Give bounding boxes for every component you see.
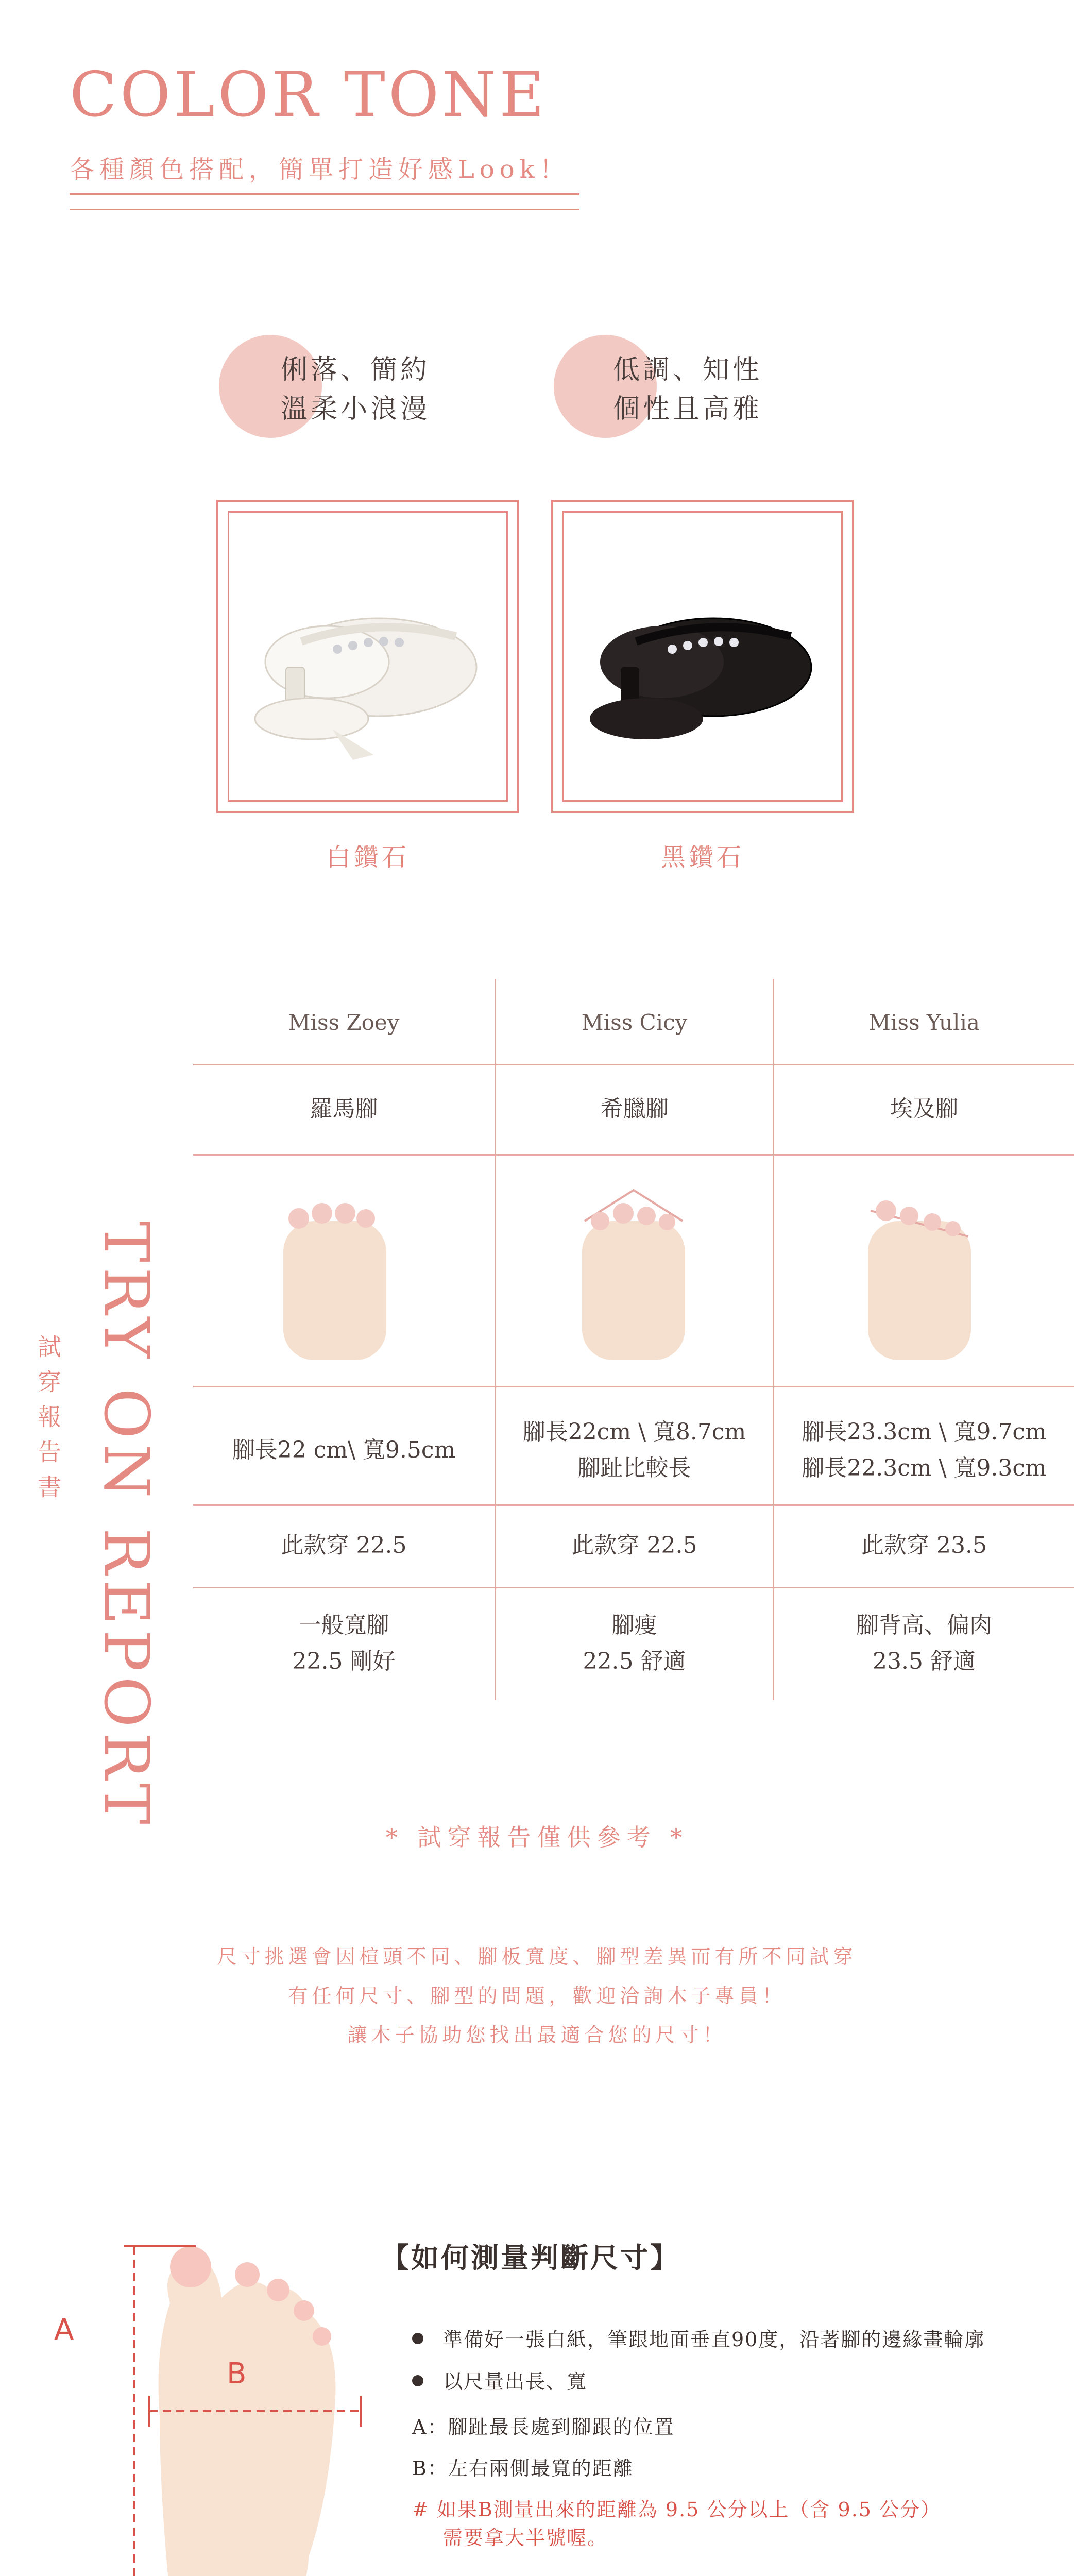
table-rule bbox=[193, 1064, 1074, 1065]
color-tone-title: COLOR TONE bbox=[70, 59, 548, 131]
tester-name: Miss Cicy bbox=[581, 1010, 688, 1035]
bullet-dot bbox=[412, 2333, 423, 2344]
tip-1 bbox=[412, 2494, 941, 2550]
tone-text-line: 溫柔小浪漫 bbox=[281, 394, 431, 425]
tip-line: # 如果B測量出來的距離為 9.5 公分以上（含 9.5 公分） bbox=[412, 2498, 942, 2521]
definition-a: A：腳趾最長處到腳跟的位置 bbox=[412, 2416, 675, 2438]
foot-type: 埃及腳 bbox=[890, 1096, 958, 1122]
size-line: 腳長22.3cm \ 寬9.3cm bbox=[802, 1455, 1047, 1481]
foot-size bbox=[496, 1414, 773, 1486]
caption-black: 黑鑽石 bbox=[660, 843, 744, 872]
wear-comment bbox=[496, 1607, 773, 1680]
definition-b: B：左右兩側最寬的距離 bbox=[412, 2457, 634, 2480]
comment-line: 腳瘦 bbox=[611, 1612, 657, 1638]
wear-size: 此款穿 23.5 bbox=[861, 1532, 987, 1558]
divider bbox=[70, 193, 579, 195]
product-frame-white[interactable] bbox=[216, 500, 519, 813]
comment-line: 22.5 舒適 bbox=[583, 1648, 686, 1674]
wear-comment bbox=[774, 1607, 1074, 1680]
measure-step-1: 準備好一張白紙，筆跟地面垂直90度，沿著腳的邊緣畫輪廓 bbox=[443, 2328, 985, 2351]
label-a: A bbox=[54, 2313, 74, 2347]
comment-line: 22.5 剛好 bbox=[292, 1648, 396, 1674]
divider bbox=[70, 209, 579, 210]
tone-text-line: 俐落、簡約 bbox=[281, 354, 431, 385]
try-on-report-title: TRY ON REPORT bbox=[90, 1221, 162, 1829]
comment-line: 23.5 舒適 bbox=[873, 1648, 976, 1674]
comment-line: 一般寬腳 bbox=[298, 1612, 389, 1638]
disclaimer-line: 尺寸挑選會因楦頭不同、腳板寬度、腳型差異而有所不同試穿 bbox=[217, 1945, 857, 1968]
tone-text-line: 低調、知性 bbox=[613, 354, 763, 385]
white-shoe-illustration bbox=[229, 513, 506, 800]
tone-description bbox=[613, 350, 762, 429]
tester-name: Miss Zoey bbox=[288, 1010, 400, 1035]
table-rule bbox=[193, 1154, 1074, 1156]
foot-illustration bbox=[858, 1185, 981, 1360]
wear-comment bbox=[193, 1607, 495, 1680]
table-rule bbox=[193, 1504, 1074, 1506]
reference-note: * 試穿報告僅供參考 * bbox=[385, 1823, 689, 1851]
size-line: 腳長23.3cm \ 寬9.7cm bbox=[802, 1419, 1047, 1445]
table-divider bbox=[495, 979, 496, 1700]
disclaimer-line: 有任何尺寸、腳型的問題，歡迎洽詢木子專員！ bbox=[288, 1985, 786, 2007]
product-image-black bbox=[562, 511, 843, 802]
size-line: 腳長22cm \ 寬8.7cm bbox=[522, 1419, 746, 1445]
foot-size bbox=[774, 1414, 1074, 1486]
disclaimer-line: 讓木子協助您找出最適合您的尺寸！ bbox=[347, 2024, 727, 2046]
product-image-white bbox=[228, 511, 508, 802]
tester-name: Miss Yulia bbox=[868, 1010, 980, 1035]
measure-step-2: 以尺量出長、寬 bbox=[443, 2370, 588, 2393]
foot-measure-diagram bbox=[93, 2236, 381, 2576]
wear-size: 此款穿 22.5 bbox=[281, 1532, 407, 1558]
size-line: 腳趾比較長 bbox=[577, 1455, 691, 1481]
foot-type: 希臘腳 bbox=[600, 1096, 669, 1122]
foot-type: 羅馬腳 bbox=[310, 1096, 378, 1122]
caption-white: 白鑽石 bbox=[326, 843, 410, 872]
tip-line: 需要拿大半號喔。 bbox=[443, 2527, 608, 2549]
table-rule bbox=[193, 1386, 1074, 1387]
wear-size: 此款穿 22.5 bbox=[571, 1532, 697, 1558]
product-frame-black[interactable] bbox=[551, 500, 854, 813]
tone-description bbox=[281, 350, 430, 429]
black-shoe-illustration bbox=[564, 513, 841, 800]
try-on-report-label: 試穿報告書 bbox=[34, 1334, 62, 1510]
foot-illustration bbox=[572, 1185, 695, 1360]
foot-illustration bbox=[273, 1190, 397, 1360]
foot-size: 腳長22 cm\ 寬9.5cm bbox=[232, 1437, 456, 1463]
disclaimer bbox=[0, 1937, 1074, 2055]
comment-line: 腳背高、偏肉 bbox=[856, 1612, 992, 1638]
label-b: B bbox=[227, 2357, 247, 2391]
table-rule bbox=[193, 1587, 1074, 1588]
color-tone-subtitle: 各種顏色搭配，簡單打造好感Look！ bbox=[70, 155, 570, 184]
table-divider bbox=[773, 979, 774, 1700]
bullet-dot bbox=[412, 2375, 423, 2386]
measure-title: 【如何測量判斷尺寸】 bbox=[381, 2241, 680, 2274]
tone-text-line: 個性且高雅 bbox=[613, 394, 763, 425]
